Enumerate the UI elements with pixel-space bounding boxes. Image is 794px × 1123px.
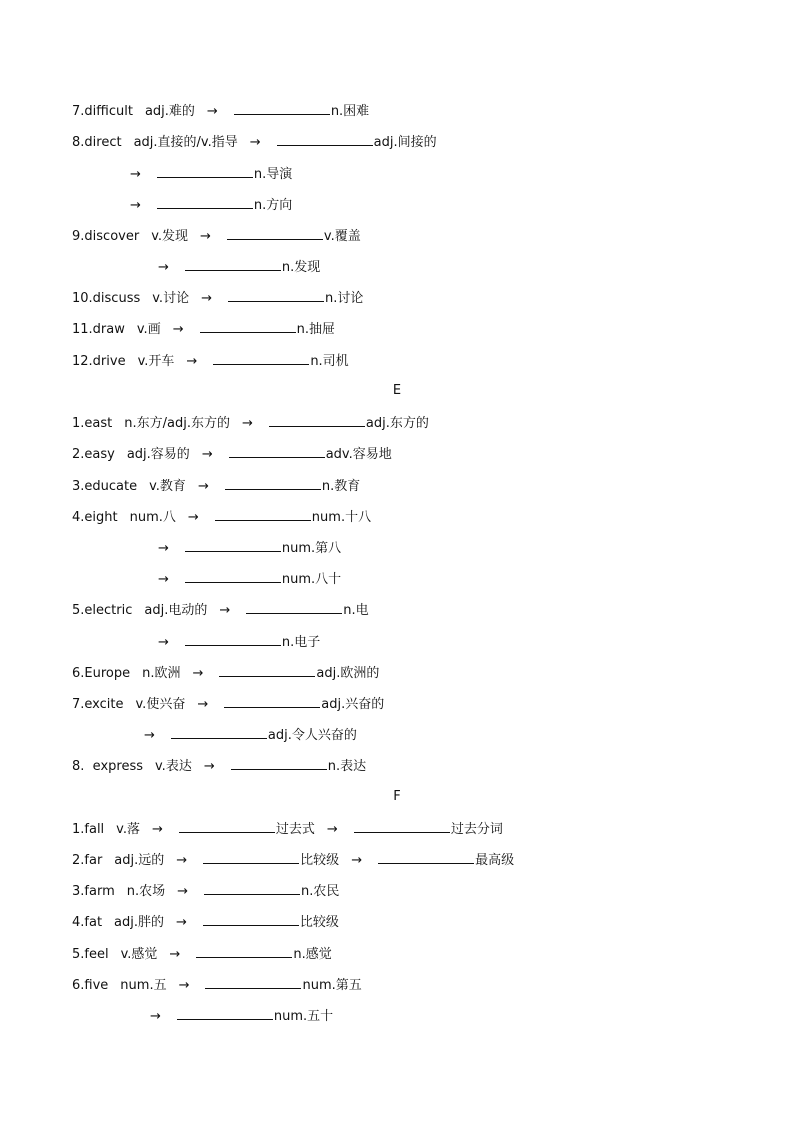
arrow-icon: → — [192, 666, 204, 681]
part-of-speech: adj.直接的/v.指导 — [133, 135, 238, 150]
answer-blank[interactable] — [378, 849, 474, 864]
part-of-speech: v.讨论 — [152, 291, 190, 306]
arrow-icon: → — [219, 603, 231, 618]
vocab-word: 3.educate — [72, 479, 138, 494]
target-form: num.八十 — [281, 572, 342, 587]
vocab-continuation — [130, 194, 292, 214]
answer-blank[interactable] — [228, 287, 324, 302]
vocab-entry — [72, 225, 361, 245]
part-of-speech: v.画 — [136, 322, 161, 337]
arrow-icon: → — [201, 447, 213, 462]
answer-blank[interactable] — [203, 911, 299, 926]
answer-blank[interactable] — [225, 475, 321, 490]
arrow-icon: → — [169, 947, 181, 962]
vocab-entry — [72, 599, 369, 619]
answer-blank[interactable] — [157, 194, 253, 209]
arrow-icon: → — [200, 229, 211, 244]
vocab-entry — [72, 880, 339, 900]
vocab-word: 9.discover — [72, 229, 140, 244]
target-form: n.教育 — [321, 479, 361, 494]
arrow-icon: → — [197, 697, 209, 712]
vocab-continuation — [130, 163, 292, 183]
vocab-word: 11.draw — [72, 322, 125, 337]
target-form: adj.令人兴奋的 — [267, 728, 357, 743]
target-form: adj.兴奋的 — [321, 697, 385, 712]
target-form: n.发现 — [281, 260, 321, 275]
vocab-word: 7.difficult — [72, 104, 133, 119]
arrow-icon: → — [158, 260, 169, 275]
vocab-entry — [72, 849, 514, 869]
answer-blank[interactable] — [234, 100, 330, 115]
vocab-word: 1.fall — [72, 822, 105, 837]
answer-blank[interactable] — [200, 318, 296, 333]
target-form: n.司机 — [310, 354, 349, 369]
vocab-word: 4.eight — [72, 510, 118, 525]
answer-blank[interactable] — [205, 974, 301, 989]
arrow-icon: → — [203, 759, 215, 774]
target-form: num.第五 — [302, 978, 362, 993]
arrow-icon: → — [326, 822, 338, 837]
answer-blank[interactable] — [215, 506, 311, 521]
vocab-word: 2.far — [72, 853, 103, 868]
vocab-word: 10.discuss — [72, 291, 141, 306]
part-of-speech: n.东方/adj.东方的 — [124, 416, 230, 431]
vocab-word: 4.fat — [72, 915, 103, 930]
arrow-icon: → — [158, 541, 169, 556]
vocab-word: 6.five — [72, 978, 109, 993]
vocab-word: 5.electric — [72, 603, 133, 618]
answer-blank[interactable] — [196, 943, 292, 958]
arrow-icon: → — [178, 978, 190, 993]
arrow-icon: → — [172, 322, 184, 337]
target-form: num.五十 — [273, 1009, 334, 1024]
vocab-entry — [72, 693, 384, 713]
vocab-word: 6.Europe — [72, 666, 131, 681]
vocab-entry — [72, 755, 366, 775]
vocab-entry — [72, 506, 371, 526]
vocab-entry — [72, 318, 335, 338]
target-form: n.方向 — [253, 198, 293, 213]
vocab-entry — [72, 662, 379, 682]
vocab-entry — [72, 475, 360, 495]
part-of-speech: n.欧洲 — [142, 666, 181, 681]
answer-blank[interactable] — [179, 818, 275, 833]
vocab-entry — [72, 974, 362, 994]
arrow-icon: → — [158, 572, 169, 587]
vocab-entry — [72, 287, 363, 307]
part-of-speech: v.开车 — [137, 354, 175, 369]
part-of-speech: adj.胖的 — [114, 915, 165, 930]
vocab-continuation — [158, 631, 320, 651]
answer-blank[interactable] — [171, 724, 267, 739]
target-form: n.导演 — [253, 167, 293, 182]
target-form: n.感觉 — [293, 947, 332, 962]
arrow-icon: → — [197, 479, 209, 494]
answer-blank[interactable] — [185, 631, 281, 646]
part-of-speech: v.表达 — [155, 759, 192, 774]
arrow-icon: → — [201, 291, 212, 306]
answer-blank[interactable] — [157, 163, 253, 178]
part-of-speech: adj.难的 — [144, 104, 195, 119]
arrow-icon: → — [176, 915, 187, 930]
vocab-word: 8. express — [72, 759, 143, 774]
part-of-speech: num.五 — [120, 978, 167, 993]
vocab-entry — [72, 100, 369, 120]
vocab-entry — [72, 443, 392, 463]
target-form: adv.容易地 — [325, 447, 392, 462]
answer-blank[interactable] — [269, 412, 365, 427]
target-form: 比较级 — [300, 853, 340, 868]
target-form: n.表达 — [327, 759, 367, 774]
target-form: n.困难 — [330, 104, 370, 119]
vocab-continuation — [144, 724, 357, 744]
arrow-icon: → — [241, 416, 253, 431]
target-form: adj.欧洲的 — [316, 666, 380, 681]
arrow-icon: → — [130, 198, 141, 213]
vocab-word: 1.east — [72, 416, 113, 431]
answer-blank[interactable] — [203, 849, 299, 864]
target-form: 比较级 — [299, 915, 339, 930]
arrow-icon: → — [177, 884, 189, 899]
target-form: n.农民 — [301, 884, 340, 899]
target-form: num.第八 — [281, 541, 342, 556]
vocab-word: 7.excite — [72, 697, 124, 712]
vocab-word: 2.easy — [72, 447, 115, 462]
target-form: n.讨论 — [324, 291, 364, 306]
target-form: n.电 — [343, 603, 369, 618]
arrow-icon: → — [249, 135, 261, 150]
vocab-entry — [72, 412, 429, 432]
vocab-continuation — [158, 256, 320, 276]
arrow-icon: → — [158, 635, 169, 650]
arrow-icon: → — [176, 853, 188, 868]
arrow-icon: → — [152, 822, 163, 837]
vocab-word: 3.farm — [72, 884, 115, 899]
target-form: adj.间接的 — [373, 135, 437, 150]
target-form: adj.东方的 — [365, 416, 429, 431]
part-of-speech: n.农场 — [126, 884, 166, 899]
answer-blank[interactable] — [277, 131, 373, 146]
arrow-icon: → — [150, 1009, 161, 1024]
part-of-speech: adj.容易的 — [126, 447, 190, 462]
arrow-icon: → — [351, 853, 363, 868]
target-form: 过去分词 — [450, 822, 503, 837]
vocab-entry — [72, 350, 349, 370]
target-form: n.抽屉 — [296, 322, 335, 337]
part-of-speech: num.八 — [129, 510, 176, 525]
arrow-icon: → — [144, 728, 155, 743]
answer-blank[interactable] — [177, 1005, 273, 1020]
answer-blank[interactable] — [204, 880, 300, 895]
part-of-speech: v.教育 — [149, 479, 186, 494]
answer-blank[interactable] — [229, 443, 325, 458]
vocab-entry — [72, 943, 332, 963]
arrow-icon: → — [206, 104, 218, 119]
vocab-continuation — [158, 568, 341, 588]
vocab-word: 5.feel — [72, 947, 109, 962]
part-of-speech: adj.远的 — [114, 853, 165, 868]
answer-blank[interactable] — [231, 755, 327, 770]
answer-blank[interactable] — [213, 350, 309, 365]
answer-blank[interactable] — [185, 568, 281, 583]
vocab-continuation — [158, 537, 341, 557]
answer-blank[interactable] — [246, 599, 342, 614]
target-form: 过去式 — [275, 822, 315, 837]
answer-blank[interactable] — [354, 818, 450, 833]
part-of-speech: v.感觉 — [120, 947, 158, 962]
part-of-speech: v.发现 — [151, 229, 189, 244]
arrow-icon: → — [186, 354, 198, 369]
answer-blank[interactable] — [227, 225, 323, 240]
arrow-icon: → — [130, 167, 141, 182]
part-of-speech: adj.电动的 — [144, 603, 208, 618]
vocab-word: 8.direct — [72, 135, 122, 150]
target-form: 最高级 — [475, 853, 515, 868]
vocab-entry — [72, 131, 437, 151]
vocab-entry — [72, 911, 339, 931]
arrow-icon: → — [187, 510, 199, 525]
part-of-speech: v.落 — [116, 822, 140, 837]
section-heading: E — [392, 383, 402, 398]
vocab-word: 12.drive — [72, 354, 126, 369]
target-form: v.覆盖 — [323, 229, 361, 244]
answer-blank[interactable] — [185, 537, 281, 552]
vocab-continuation — [150, 1005, 333, 1025]
answer-blank[interactable] — [219, 662, 315, 677]
answer-blank[interactable] — [185, 256, 281, 271]
target-form: num.十八 — [311, 510, 372, 525]
target-form: n.电子 — [281, 635, 321, 650]
part-of-speech: v.使兴奋 — [135, 697, 186, 712]
section-heading: F — [393, 789, 401, 804]
answer-blank[interactable] — [224, 693, 320, 708]
vocab-entry — [72, 818, 503, 838]
